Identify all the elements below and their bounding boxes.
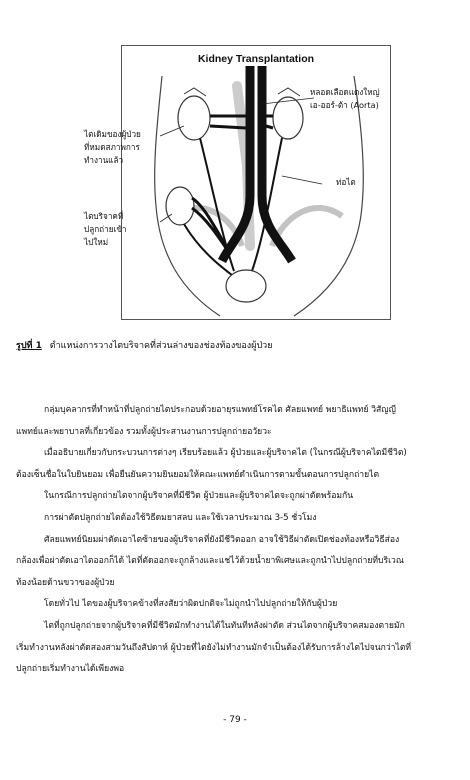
- body-outline-right: [294, 76, 363, 316]
- body-line: โดยทั่วไป ไตของผู้บริจาคข้างที่สงสัยว่าผิดปกติจะไม่ถูกนำไปปลูกถ่ายให้กับผู้ป่วย: [44, 599, 338, 610]
- bladder: [226, 270, 266, 302]
- body-line: เริ่มทำงานหลังผ่าตัดสองสามวันถึงสัปดาห์ ผู้ป่วยที่ไตยังไม่ทำงานมักจำเป็นต้องได้รับการล้างไตไปจนกว่าไตที่: [16, 642, 412, 653]
- pointer-ureter: [282, 176, 322, 184]
- body-text: [16, 402, 456, 683]
- label-old-kidney: ไตเดิมของผู้ป่วย ที่หมดสภาพการ ทำงานแล้ว: [84, 129, 141, 165]
- renal-vessels-right: [266, 116, 273, 128]
- figure-title: Kidney Transplantation: [197, 53, 315, 65]
- body-line: เมื่ออธิบายเกี่ยวกับกระบวนการต่างๆ เรียบร้อยแล้ว ผู้ป่วยและผู้บริจาคไต (ในกรณีผู้บริจาคไตมีชีวิต): [44, 448, 407, 459]
- body-line: ไตที่ถูกปลูกถ่ายจากผู้บริจาคที่มีชีวิตมักทำงานได้ในทันทีหลังผ่าตัด ส่วนไตจากผู้บริจาคสมองตายมัก: [44, 620, 405, 631]
- old-kidney-right: [273, 97, 303, 139]
- body-line: ท้องน้อยด้านขวาของผู้ป่วย: [16, 577, 115, 588]
- old-kidney-left: [178, 96, 210, 140]
- label-donor-kidney: ไตบริจาคที่ ปลูกถ่ายเข้า ไปใหม่: [84, 211, 127, 247]
- body-line: ศัลยแพทย์นิยมผ่าตัดเอาไตซ้ายของผู้บริจาคที่ยังมีชีวิตออก อาจใช้วิธีผ่าตัดเปิดช่องท้องหรือวิธีส่อง: [44, 534, 400, 545]
- figure-caption: [16, 338, 273, 352]
- label-aorta: หลอดเลือดแดงใหญ่ เอ-ออร์-ต้า (Aorta): [310, 87, 380, 110]
- adrenal-right: [278, 88, 300, 96]
- caption-text: ตำแหน่งการวางไตบริจาคที่ส่วนล่างของช่องท้องของผู้ป่วย: [49, 341, 273, 351]
- label-ureter: ท่อไต: [336, 177, 356, 187]
- donor-kidney: [166, 187, 194, 225]
- body-line: ต้องเซ็นชื่อในใบยินยอม เพื่อยืนยันความยินยอมให้คณะแพทย์ดำเนินการตามขั้นตอนการปลูกถ่ายไต: [16, 469, 380, 480]
- page-number: - 79 -: [223, 715, 247, 725]
- body-line: ในกรณีการปลูกถ่ายไตจากผู้บริจาคที่มีชีวิต ผู้ป่วยและผู้บริจาคไตจะถูกผ่าตัดพร้อมกัน: [44, 491, 354, 502]
- adrenal-left: [184, 88, 206, 96]
- body-line: การผ่าตัดปลูกถ่ายไตต้องใช้วิธีดมยาสลบ และใช้เวลาประมาณ 3-5 ชั่วโมง: [44, 512, 317, 523]
- body-line: แพทย์และพยาบาลที่เกี่ยวข้อง รวมทั้งผู้ประสานงานการปลูกถ่ายอวัยวะ: [16, 426, 272, 437]
- body-line: กล้องเพื่อผ่าตัดเอาไตออกก็ได้ ไตที่ตัดออกจะถูกล้างและแช่ไว้ด้วยน้ำยาพิเศษและถูกนำไปปลูกถ่ายที่บริเวณ: [16, 556, 404, 567]
- body-line: ปลูกถ่ายเริ่มทำงานได้เพียงพอ: [16, 664, 125, 675]
- body-line: กลุ่มบุคลากรที่ทำหน้าที่ปลูกถ่ายไตประกอบด้วยอายุรแพทย์โรคไต ศัลยแพทย์ พยาธิแพทย์ วิสัญญี: [44, 405, 396, 415]
- kidney-transplant-figure: [84, 45, 391, 320]
- figure-number: รูปที่ 1: [16, 341, 42, 351]
